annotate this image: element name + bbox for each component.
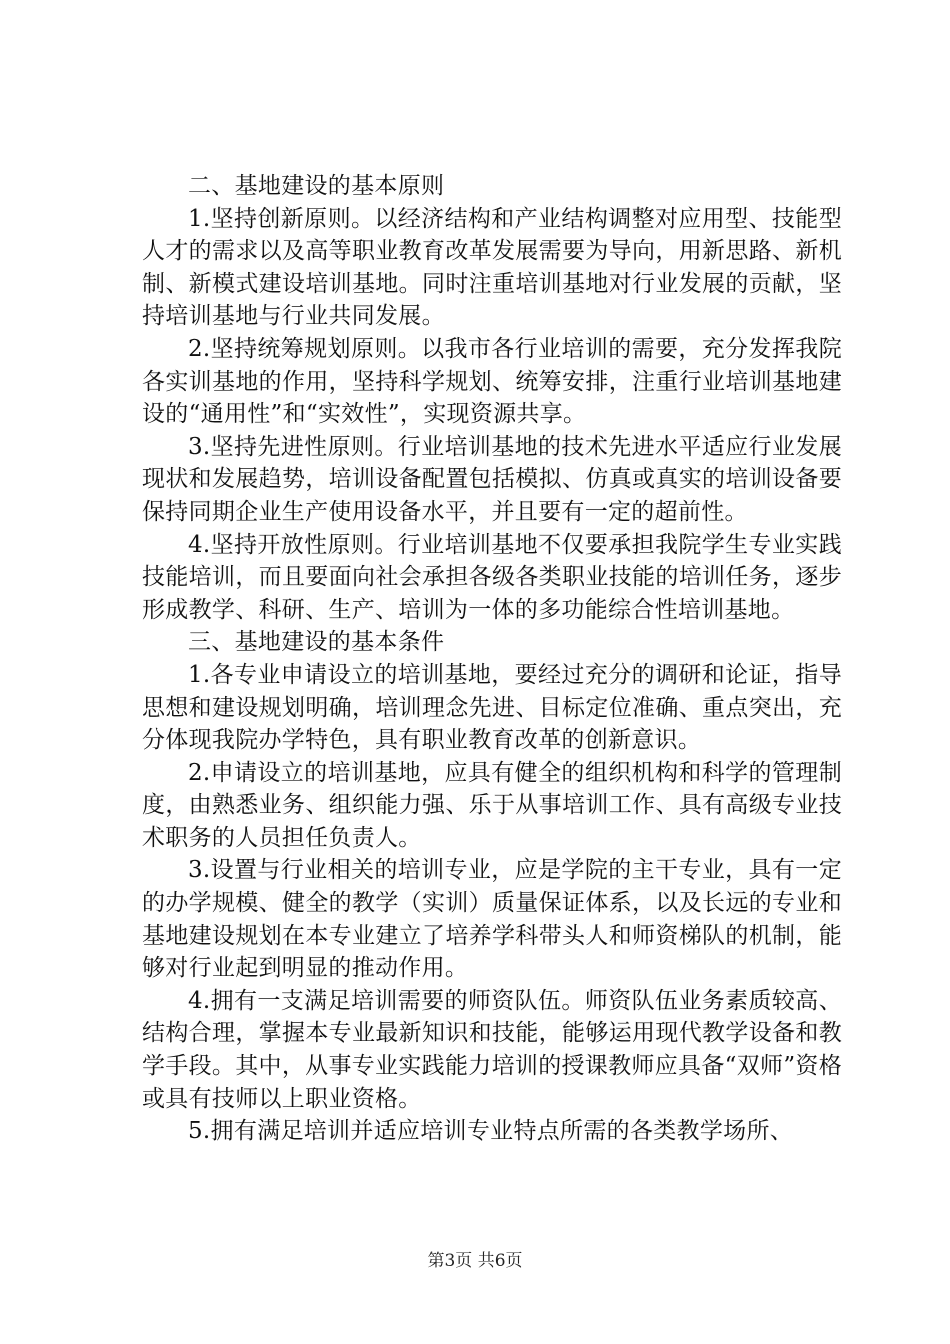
- document-body: [142, 170, 842, 1148]
- page-footer: [0, 1246, 950, 1271]
- section-heading-conditions: 三、基地建设的基本条件: [188, 629, 445, 656]
- paragraph-advanced: 3.坚持先进性原则。行业培训基地的技术先进水平适应行业发展现状和发展趋势，培训设备配置包括模拟、仿真或真实的培训设备要保持同期企业生产使用设备水平，并且要有一定的超前性。: [142, 433, 842, 525]
- paragraph-openness: 4.坚持开放性原则。行业培训基地不仅要承担我院学生专业实践技能培训，而且要面向社会承担各级各类职业技能的培训任务，逐步形成教学、科研、生产、培训为一体的多功能综合性培训基地。: [142, 531, 842, 623]
- paragraph-condition-1: 1.各专业申请设立的培训基地，要经过充分的调研和论证，指导思想和建设规划明确，培训理念先进、目标定位准确、重点突出，充分体现我院办学特色，具有职业教育改革的创新意识。: [142, 661, 842, 754]
- section-heading-principles: 二、基地建设的基本原则: [188, 173, 445, 199]
- paragraph-planning: 2.坚持统筹规划原则。以我市各行业培训的需要，充分发挥我院各实训基地的作用，坚持科学规划、统筹安排，注重行业培训基地建设的“通用性”和“实效性”，实现资源共享。: [142, 335, 842, 428]
- paragraph-innovation: 1.坚持创新原则。以经济结构和产业结构调整对应用型、技能型人才的需求以及高等职业教育改革发展需要为导向，用新思路、新机制、新模式建设培训基地。同时注重培训基地对行业发展的贡献，坚持培训基地与行业共同发展。: [142, 205, 842, 330]
- paragraph-condition-3: 3.设置与行业相关的培训专业，应是学院的主干专业，具有一定的办学规模、健全的教学（实训）质量保证体系，以及长远的专业和基地建设规划在本专业建立了培养学科带头人和师资梯队的机制，能够对行业起到明显的推动作用。: [142, 857, 842, 982]
- page-number: 第3页 共6页: [427, 1251, 523, 1271]
- paragraph-condition-4: 4.拥有一支满足培训需要的师资队伍。师资队伍业务素质较高、结构合理，掌握本专业最新知识和技能，能够运用现代教学设备和教学手段。其中，从事专业实践能力培训的授课教师应具备“双师”资格或具有技师以上职业资格。: [142, 987, 842, 1112]
- paragraph-condition-5: 5.拥有满足培训并适应培训专业特点所需的各类教学场所、: [188, 1118, 794, 1145]
- paragraph-condition-2: 2.申请设立的培训基地，应具有健全的组织机构和科学的管理制度，由熟悉业务、组织能力强、乐于从事培训工作、具有高级专业技术职务的人员担任负责人。: [142, 759, 842, 851]
